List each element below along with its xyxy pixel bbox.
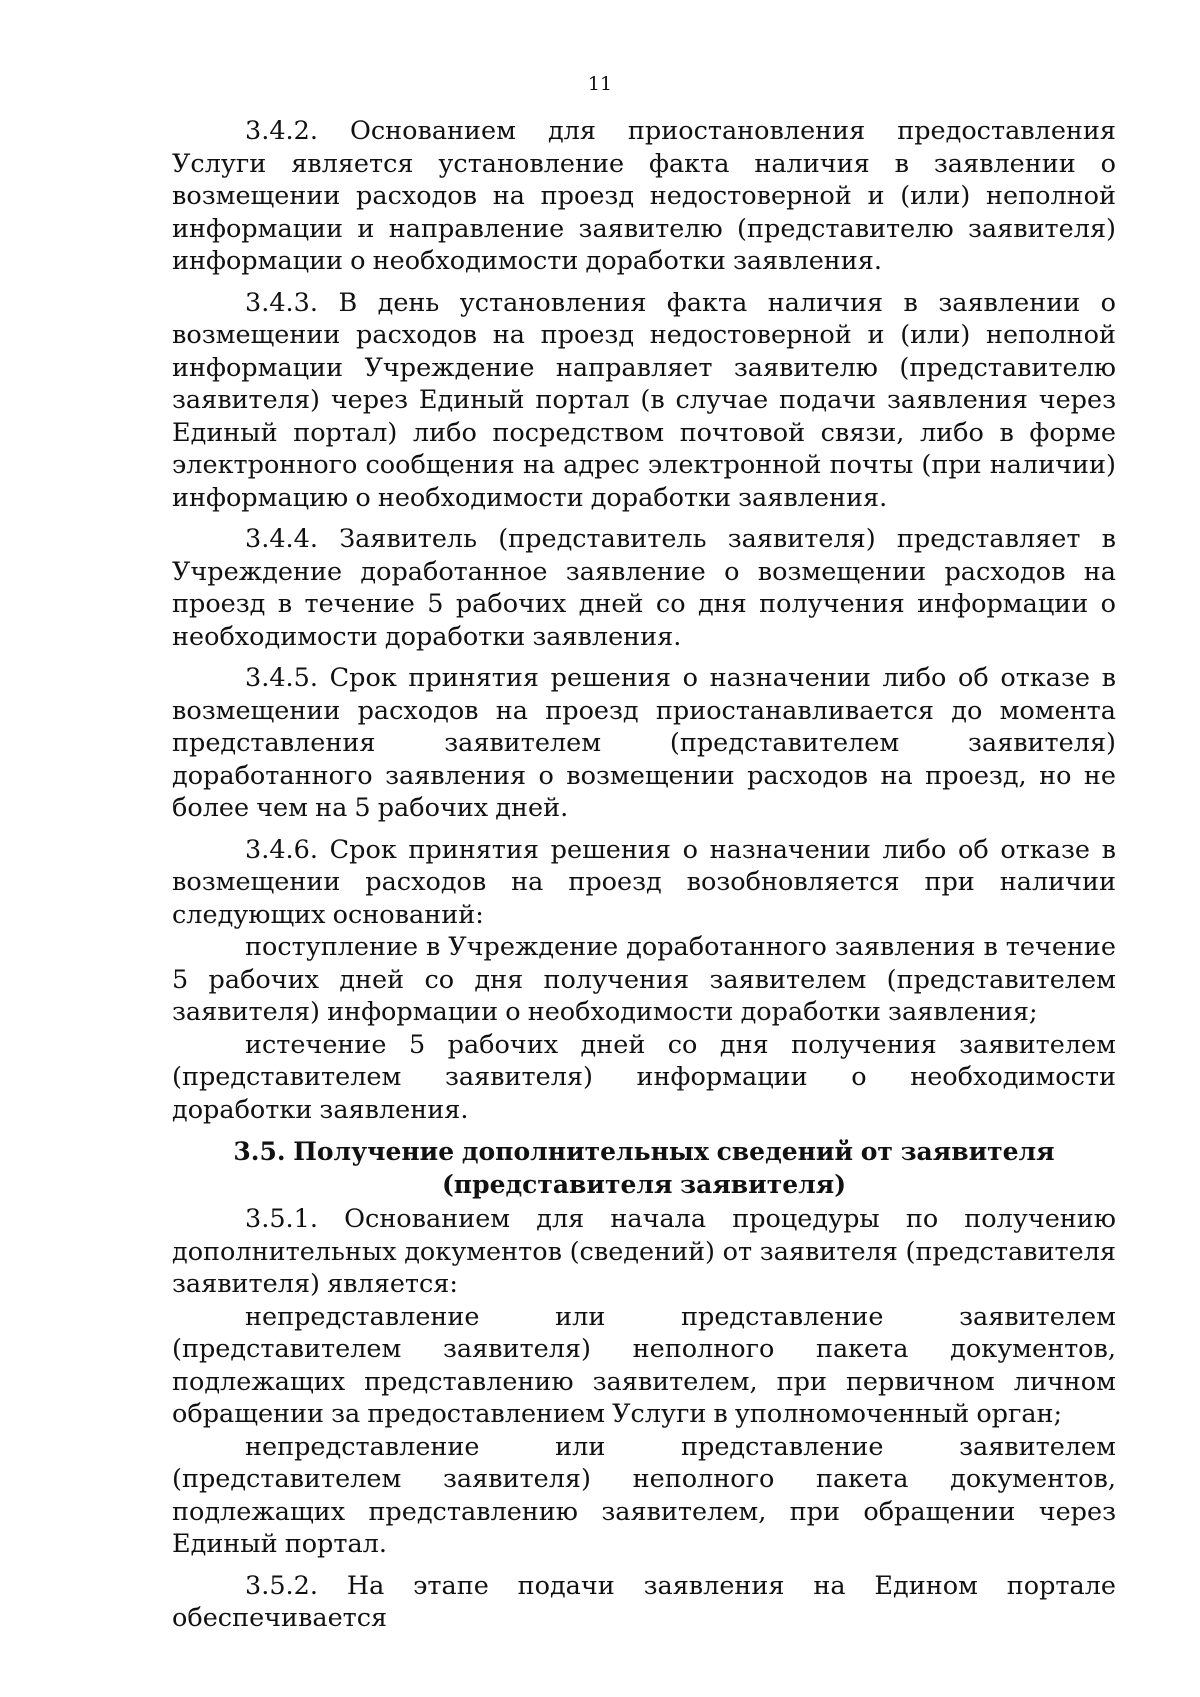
paragraph-3-4-6: 3.4.6. Срок принятия решения о назначении либо об отказе в возмещении расходов на проезд возобновляется при наличии следующих оснований: (172, 834, 1116, 930)
page-number: 11 (587, 73, 613, 95)
paragraph-3-4-4: 3.4.4. Заявитель (представитель заявителя) представляет в Учреждение доработанное заявление о возмещении расходов на проезд в течение 5 рабочих дней со дня получения информации о необходимости доработки заявления. (172, 524, 1116, 652)
paragraph-3-4-3: 3.4.3. В день установления факта наличия в заявлении о возмещении расходов на проезд недостоверной и (или) неполной информации Учреждение направляет заявителю (представителю заявителя) через Единый портал (в случае подачи заявления через Единый портал) либо посредством почтовой связи, либо в форме электронного сообщения на адрес электронной почты (при наличии) информацию о необходимости доработки заявления. (172, 287, 1116, 513)
paragraph-3-4-2: 3.4.2. Основанием для приостановления предоставления Услуги является установление факта наличия в заявлении о возмещении расходов на проезд недостоверной и (или) неполной информации и направление заявителю (представителю заявителя) информации о необходимости доработки заявления. (172, 116, 1116, 276)
paragraph-resume-ground-2: истечение 5 рабочих дней со дня получения заявителем (представителем заявителя) информации о необходимости доработки заявления. (172, 1029, 1116, 1125)
paragraph-3-4-5: 3.4.5. Срок принятия решения о назначении либо об отказе в возмещении расходов на проезд приостанавливается до момента представления заявителем (представителем заявителя) доработанного заявления о возмещении расходов на проезд, но не более чем на 5 рабочих дней. (172, 663, 1116, 823)
paragraph-3-5-2: 3.5.2. На этапе подачи заявления на Едином портале обеспечивается (172, 1570, 1116, 1633)
document-body (172, 115, 1116, 1635)
paragraph-3-5-1: 3.5.1. Основанием для начала процедуры по получению дополнительных документов (сведений) от заявителя (представителя заявителя) является: (172, 1204, 1116, 1299)
section-heading-3-5: 3.5. Получение дополнительных сведений от заявителя (представителя заявителя) (233, 1137, 1055, 1199)
paragraph-resume-ground-1: поступление в Учреждение доработанного заявления в течение 5 рабочих дней со дня получения заявителем (представителем заявителя) информации о необходимости доработки заявления; (172, 932, 1116, 1027)
paragraph-ground-portal: непредставление или представление заявителем (представителем заявителя) неполного пакета документов, подлежащих представлению заявителем, при обращении через Единый портал. (172, 1431, 1116, 1559)
paragraph-ground-personal: непредставление или представление заявителем (представителем заявителя) неполного пакета документов, подлежащих представлению заявителем, при первичном личном обращении за предоставлением Услуги в уполномоченный орган; (172, 1301, 1116, 1429)
